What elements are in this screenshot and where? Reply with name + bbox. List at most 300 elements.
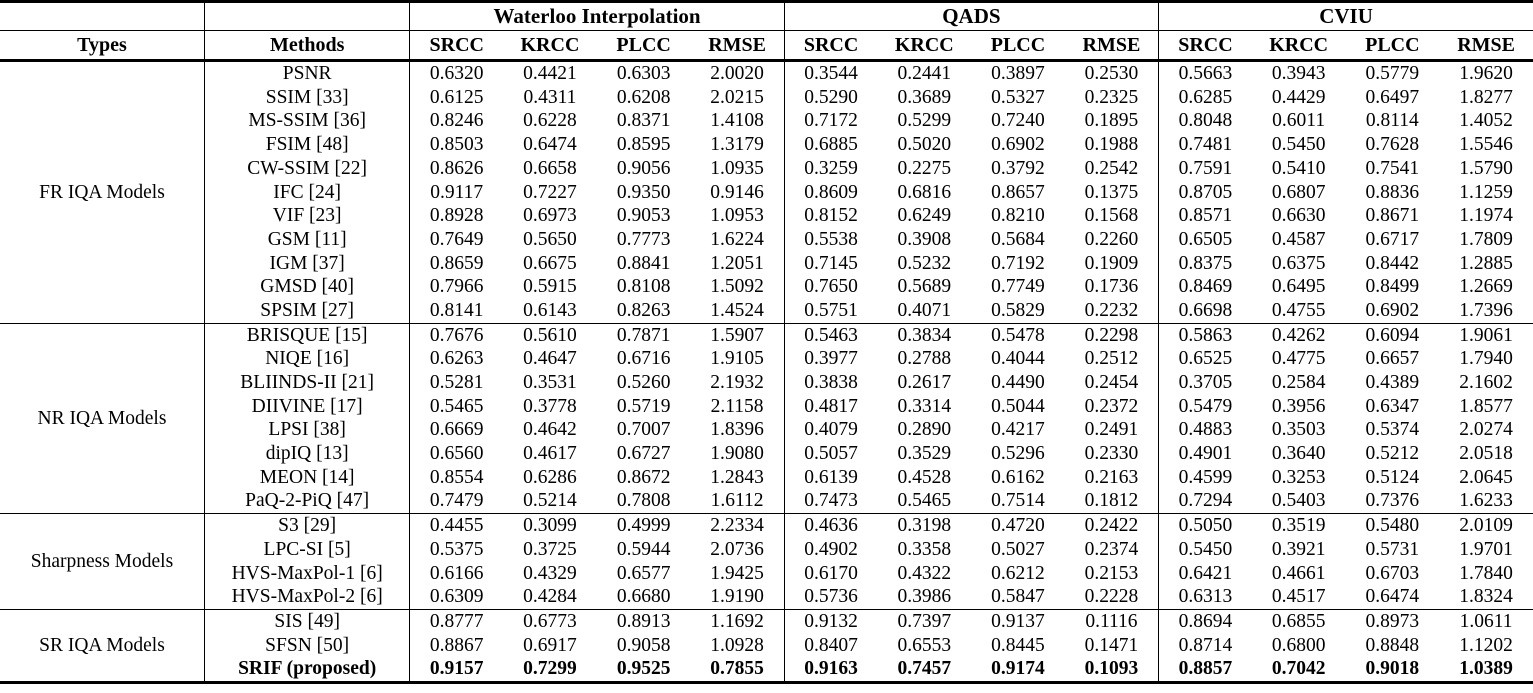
metric-value-cell: 0.5027 xyxy=(991,538,1045,560)
metric-value-cell: 0.6716 xyxy=(616,348,671,370)
metric-value-cell: 0.6698 xyxy=(1178,299,1233,321)
metric-value-cell: 0.3253 xyxy=(1271,466,1326,488)
metric-value-cell: 0.6125 xyxy=(429,86,484,108)
metric-value-cell: 0.7650 xyxy=(804,276,858,298)
metric-value-cell: 0.6885 xyxy=(804,134,858,156)
metric-value-cell: 0.6228 xyxy=(523,110,577,132)
table-row xyxy=(0,109,1533,133)
table-row xyxy=(0,86,1533,110)
metric-value-cell: 1.4524 xyxy=(691,299,785,323)
metric-value-cell: 0.3792 xyxy=(991,157,1045,179)
metric-value-cell: 0.8714 xyxy=(1178,634,1233,656)
metric-value-cell: 1.1974 xyxy=(1459,205,1513,227)
metric-value-cell: 0.1812 xyxy=(1065,489,1159,513)
metric-value-cell: 0.5465 xyxy=(429,395,484,417)
method-name-cell: S3 [29] xyxy=(204,514,409,538)
method-name-cell: SSIM [33] xyxy=(204,86,409,110)
metric-value-cell: 0.8469 xyxy=(1178,276,1233,298)
metric-value-cell: 0.3099 xyxy=(523,515,577,537)
table-row xyxy=(0,133,1533,157)
metric-value-cell: 0.7457 xyxy=(897,658,952,680)
metric-value-cell: 0.4429 xyxy=(1271,86,1326,108)
table-row xyxy=(0,395,1533,419)
metric-value-cell: 0.4661 xyxy=(1271,562,1326,584)
metric-value-cell: 0.3977 xyxy=(804,348,858,370)
metric-value-cell: 0.6309 xyxy=(429,586,484,608)
metric-value-cell: 1.9105 xyxy=(691,347,785,371)
metric-value-cell: 0.4389 xyxy=(1365,372,1420,394)
metric-value-cell: 2.0109 xyxy=(1459,515,1513,537)
table-row xyxy=(0,61,1533,86)
metric-value-cell: 2.1932 xyxy=(691,371,785,395)
method-name-cell: dipIQ [13] xyxy=(204,442,409,466)
method-name-cell: MS-SSIM [36] xyxy=(204,109,409,133)
metric-value-cell: 0.3908 xyxy=(897,228,952,250)
metric-value-cell: 1.1692 xyxy=(691,609,785,633)
method-name-cell: FSIM [48] xyxy=(204,133,409,157)
metric-value-cell: 0.4642 xyxy=(523,419,577,441)
metric-value-cell: 0.5232 xyxy=(897,252,952,274)
metric-value-cell: 0.2530 xyxy=(1065,61,1159,86)
metric-value-cell: 0.6286 xyxy=(523,466,577,488)
metric-value-cell: 0.5829 xyxy=(991,299,1045,321)
metric-value-cell: 0.8836 xyxy=(1365,181,1420,203)
metric-value-cell: 0.8503 xyxy=(429,134,484,156)
metric-value-cell: 1.8396 xyxy=(691,418,785,442)
metric-value-cell: 0.3198 xyxy=(897,515,952,537)
metric-value-cell: 0.2422 xyxy=(1065,514,1159,538)
column-header-qads-plcc: PLCC xyxy=(990,34,1046,56)
metric-value-cell: 0.5751 xyxy=(804,299,858,321)
metric-value-cell: 0.6816 xyxy=(897,181,952,203)
metric-value-cell: 1.4052 xyxy=(1459,110,1513,132)
metric-value-cell: 0.6143 xyxy=(523,299,577,321)
metric-value-cell: 0.3705 xyxy=(1178,372,1233,394)
metric-value-cell: 1.5907 xyxy=(691,323,785,347)
metric-value-cell: 0.4901 xyxy=(1178,443,1233,465)
method-name-cell: DIIVINE [17] xyxy=(204,395,409,419)
metric-value-cell: 0.3358 xyxy=(897,538,952,560)
metric-value-cell: 0.3943 xyxy=(1271,63,1326,85)
metric-value-cell: 0.6727 xyxy=(616,443,671,465)
metric-value-cell: 0.5944 xyxy=(616,538,671,560)
metric-value-cell: 0.4071 xyxy=(897,299,952,321)
metric-value-cell: 0.7479 xyxy=(429,490,484,512)
metric-value-cell: 0.5736 xyxy=(804,586,858,608)
metric-value-cell: 1.7809 xyxy=(1459,228,1513,250)
metric-header-row xyxy=(0,31,1533,61)
metric-value-cell: 0.2512 xyxy=(1065,347,1159,371)
metric-value-cell: 0.1909 xyxy=(1065,252,1159,276)
metric-value-cell: 0.4455 xyxy=(429,515,484,537)
metric-value-cell: 0.7855 xyxy=(691,657,785,682)
metric-value-cell: 0.1988 xyxy=(1065,133,1159,157)
metric-value-cell: 0.9053 xyxy=(616,205,671,227)
metric-value-cell: 0.4599 xyxy=(1178,466,1233,488)
metric-value-cell: 0.6773 xyxy=(523,610,577,632)
metric-value-cell: 0.8609 xyxy=(804,181,858,203)
metric-value-cell: 0.7871 xyxy=(616,324,671,346)
metric-value-cell: 0.8571 xyxy=(1178,205,1233,227)
metric-value-cell: 0.6669 xyxy=(429,419,484,441)
metric-value-cell: 2.0645 xyxy=(1459,466,1513,488)
metric-value-cell: 0.8659 xyxy=(429,252,484,274)
metric-value-cell: 0.3519 xyxy=(1271,515,1326,537)
column-header-cviu-rmse: RMSE xyxy=(1457,34,1515,56)
metric-value-cell: 0.9058 xyxy=(616,634,671,656)
metric-value-cell: 0.7541 xyxy=(1365,157,1420,179)
metric-value-cell: 0.6166 xyxy=(429,562,484,584)
metric-value-cell: 0.5684 xyxy=(991,228,1045,250)
metric-value-cell: 0.5212 xyxy=(1365,443,1420,465)
metric-value-cell: 0.7192 xyxy=(991,252,1045,274)
metric-value-cell: 0.4262 xyxy=(1271,324,1326,346)
metric-value-cell: 1.7396 xyxy=(1459,299,1513,321)
metric-value-cell: 0.7649 xyxy=(429,228,484,250)
metric-value-cell: 0.4720 xyxy=(991,515,1045,537)
table-row xyxy=(0,228,1533,252)
metric-value-cell: 0.5450 xyxy=(1178,538,1233,560)
method-name-cell: SIS [49] xyxy=(204,609,409,633)
metric-value-cell: 0.5731 xyxy=(1365,538,1420,560)
metric-value-cell: 2.0020 xyxy=(691,61,785,86)
metric-value-cell: 1.8277 xyxy=(1459,86,1513,108)
column-header-cviu-krcc: KRCC xyxy=(1269,34,1329,56)
metric-value-cell: 0.5480 xyxy=(1365,515,1420,537)
metric-value-cell: 0.1093 xyxy=(1065,657,1159,682)
metric-value-cell: 0.5465 xyxy=(897,490,952,512)
metric-value-cell: 0.6170 xyxy=(804,562,858,584)
metric-value-cell: 0.7473 xyxy=(804,490,858,512)
metric-value-cell: 0.3259 xyxy=(804,157,858,179)
metric-value-cell: 0.4883 xyxy=(1178,419,1233,441)
table-row xyxy=(0,634,1533,658)
table-row xyxy=(0,561,1533,585)
metric-value-cell: 0.4044 xyxy=(991,348,1045,370)
metric-value-cell: 0.7172 xyxy=(804,110,858,132)
metric-value-cell: 0.7749 xyxy=(991,276,1045,298)
metric-value-cell: 0.4079 xyxy=(804,419,858,441)
metric-value-cell: 0.9117 xyxy=(430,181,484,203)
metric-value-cell: 0.6375 xyxy=(1271,252,1326,274)
metric-value-cell: 1.9190 xyxy=(691,585,785,609)
metric-value-cell: 0.8857 xyxy=(1178,658,1233,680)
metric-value-cell: 0.7628 xyxy=(1365,134,1420,156)
metric-value-cell: 0.8210 xyxy=(991,205,1045,227)
metric-value-cell: 0.2491 xyxy=(1065,418,1159,442)
metric-value-cell: 0.6630 xyxy=(1271,205,1326,227)
metric-value-cell: 0.8671 xyxy=(1365,205,1420,227)
metric-value-cell: 0.2330 xyxy=(1065,442,1159,466)
metric-value-cell: 1.9701 xyxy=(1459,538,1513,560)
metric-value-cell: 0.8114 xyxy=(1365,110,1419,132)
metric-value-cell: 0.4999 xyxy=(616,515,671,537)
metric-value-cell: 0.2163 xyxy=(1065,466,1159,490)
metric-value-cell: 1.2669 xyxy=(1459,276,1513,298)
metric-value-cell: 0.6212 xyxy=(991,562,1045,584)
metric-value-cell: 0.8499 xyxy=(1365,276,1420,298)
metric-value-cell: 0.8913 xyxy=(616,610,671,632)
metric-value-cell: 1.5546 xyxy=(1459,134,1513,156)
method-name-cell: HVS-MaxPol-1 [6] xyxy=(204,561,409,585)
dataset-header-waterloo: Waterloo Interpolation xyxy=(410,2,784,31)
metric-value-cell: 0.3531 xyxy=(523,372,577,394)
metric-value-cell: 1.0389 xyxy=(1459,658,1513,680)
metric-value-cell: 0.3834 xyxy=(897,324,952,346)
metric-value-cell: 0.7240 xyxy=(991,110,1045,132)
metric-value-cell: 0.5479 xyxy=(1178,395,1233,417)
metric-value-cell: 0.6303 xyxy=(616,63,671,85)
row-group-type-label: FR IQA Models xyxy=(0,61,204,324)
metric-value-cell: 0.8371 xyxy=(616,110,671,132)
metric-value-cell: 1.0928 xyxy=(691,634,785,658)
metric-value-cell: 1.2885 xyxy=(1459,252,1513,274)
metric-value-cell: 0.8672 xyxy=(616,466,671,488)
metric-value-cell: 0.5299 xyxy=(897,110,952,132)
metric-value-cell: 1.9620 xyxy=(1459,63,1513,85)
metric-value-cell: 0.6208 xyxy=(616,86,671,108)
table-row xyxy=(0,157,1533,181)
metric-value-cell: 0.8375 xyxy=(1178,252,1233,274)
method-name-cell: CW-SSIM [22] xyxy=(204,157,409,181)
metric-value-cell: 0.6917 xyxy=(523,634,577,656)
metric-value-cell: 0.7145 xyxy=(804,252,858,274)
metric-value-cell: 0.7042 xyxy=(1271,658,1326,680)
metric-value-cell: 0.7481 xyxy=(1178,134,1233,156)
metric-value-cell: 1.2051 xyxy=(691,252,785,276)
metric-value-cell: 2.0518 xyxy=(1459,443,1513,465)
metric-value-cell: 0.5281 xyxy=(429,372,484,394)
metric-value-cell: 1.4108 xyxy=(691,109,785,133)
metric-value-cell: 0.6800 xyxy=(1271,634,1326,656)
metric-value-cell: 0.9018 xyxy=(1365,658,1420,680)
metric-value-cell: 0.8777 xyxy=(429,610,484,632)
metric-value-cell: 0.5044 xyxy=(991,395,1045,417)
dataset-header-qads: QADS xyxy=(784,2,1158,31)
metric-value-cell: 0.8407 xyxy=(804,634,858,656)
metric-value-cell: 1.8324 xyxy=(1459,586,1513,608)
metric-value-cell: 0.5327 xyxy=(991,86,1045,108)
table-row xyxy=(0,609,1533,633)
metric-value-cell: 0.1568 xyxy=(1065,204,1159,228)
metric-value-cell: 0.3897 xyxy=(991,63,1045,85)
method-name-cell: BLIINDS-II [21] xyxy=(204,371,409,395)
metric-value-cell: 0.6577 xyxy=(616,562,671,584)
metric-value-cell: 0.6560 xyxy=(429,443,484,465)
metric-value-cell: 0.6474 xyxy=(1365,586,1420,608)
metric-value-cell: 0.3921 xyxy=(1271,538,1326,560)
column-header-wi-srcc: SRCC xyxy=(429,34,484,56)
row-group-type-label: NR IQA Models xyxy=(0,323,204,514)
metric-value-cell: 0.8595 xyxy=(616,134,671,156)
metric-value-cell: 0.5663 xyxy=(1178,63,1233,85)
metric-value-cell: 0.5689 xyxy=(897,276,952,298)
method-name-cell: GMSD [40] xyxy=(204,275,409,299)
metric-value-cell: 0.6497 xyxy=(1365,86,1420,108)
metric-value-cell: 0.4311 xyxy=(523,86,577,108)
metric-value-cell: 0.9525 xyxy=(616,658,671,680)
metric-value-cell: 0.2890 xyxy=(897,419,952,441)
metric-value-cell: 0.1471 xyxy=(1065,634,1159,658)
metric-value-cell: 0.8554 xyxy=(429,466,484,488)
metric-value-cell: 0.5375 xyxy=(429,538,484,560)
metric-value-cell: 0.2542 xyxy=(1065,157,1159,181)
method-name-cell: IFC [24] xyxy=(204,180,409,204)
metric-value-cell: 0.7676 xyxy=(429,324,484,346)
method-name-cell: BRISQUE [15] xyxy=(204,323,409,347)
metric-value-cell: 0.8848 xyxy=(1365,634,1420,656)
metric-value-cell: 0.2374 xyxy=(1065,538,1159,562)
metric-value-cell: 0.9137 xyxy=(991,610,1045,632)
metric-value-cell: 0.5463 xyxy=(804,324,858,346)
metric-value-cell: 0.8108 xyxy=(616,276,671,298)
metric-value-cell: 0.5020 xyxy=(897,134,952,156)
metric-value-cell: 1.9080 xyxy=(691,442,785,466)
metric-value-cell: 0.4421 xyxy=(523,63,577,85)
metric-value-cell: 0.6973 xyxy=(523,205,577,227)
metric-value-cell: 0.5650 xyxy=(523,228,577,250)
metric-value-cell: 0.6313 xyxy=(1178,586,1233,608)
metric-value-cell: 0.2617 xyxy=(897,372,952,394)
table-row xyxy=(0,371,1533,395)
method-name-cell: IGM [37] xyxy=(204,252,409,276)
metric-value-cell: 0.6320 xyxy=(429,63,484,85)
metric-value-cell: 0.4587 xyxy=(1271,228,1326,250)
metric-value-cell: 0.5374 xyxy=(1365,419,1420,441)
metric-value-cell: 0.4647 xyxy=(523,348,577,370)
metric-value-cell: 0.6680 xyxy=(616,586,671,608)
table-row xyxy=(0,585,1533,609)
metric-value-cell: 2.1602 xyxy=(1459,372,1513,394)
metric-value-cell: 0.1375 xyxy=(1065,180,1159,204)
metric-value-cell: 1.6233 xyxy=(1459,490,1513,512)
metric-value-cell: 2.0215 xyxy=(691,86,785,110)
header-blank-types xyxy=(0,2,204,31)
metric-value-cell: 0.2325 xyxy=(1065,86,1159,110)
metric-value-cell: 0.2441 xyxy=(897,63,952,85)
method-name-cell: GSM [11] xyxy=(204,228,409,252)
metric-value-cell: 2.0736 xyxy=(691,538,785,562)
metric-value-cell: 0.6474 xyxy=(523,134,577,156)
metric-value-cell: 0.3544 xyxy=(804,63,858,85)
metric-value-cell: 0.5863 xyxy=(1178,324,1233,346)
metric-value-cell: 0.7376 xyxy=(1365,490,1420,512)
metric-value-cell: 1.7840 xyxy=(1459,562,1513,584)
metric-value-cell: 1.6224 xyxy=(691,228,785,252)
metric-value-cell: 0.6658 xyxy=(523,157,577,179)
metric-value-cell: 0.4517 xyxy=(1271,586,1326,608)
metric-value-cell: 0.7514 xyxy=(991,490,1045,512)
metric-value-cell: 0.7294 xyxy=(1178,490,1233,512)
table-row xyxy=(0,180,1533,204)
table-row xyxy=(0,538,1533,562)
metric-value-cell: 0.5915 xyxy=(523,276,577,298)
metric-value-cell: 0.6285 xyxy=(1178,86,1233,108)
metric-value-cell: 0.1736 xyxy=(1065,275,1159,299)
metric-value-cell: 1.0935 xyxy=(691,157,785,181)
method-name-cell: HVS-MaxPol-2 [6] xyxy=(204,585,409,609)
column-header-qads-rmse: RMSE xyxy=(1065,31,1159,61)
metric-value-cell: 0.8973 xyxy=(1365,610,1420,632)
metric-value-cell: 0.8246 xyxy=(429,110,484,132)
table-row xyxy=(0,252,1533,276)
metric-value-cell: 1.8577 xyxy=(1459,395,1513,417)
metric-value-cell: 0.2275 xyxy=(897,157,952,179)
metric-value-cell: 0.5296 xyxy=(991,443,1045,465)
column-header-methods: Methods xyxy=(204,31,409,61)
method-name-cell: LPSI [38] xyxy=(204,418,409,442)
metric-value-cell: 0.9056 xyxy=(616,157,671,179)
metric-value-cell: 0.6902 xyxy=(991,134,1045,156)
metric-value-cell: 0.3314 xyxy=(897,395,952,417)
method-name-cell: SFSN [50] xyxy=(204,634,409,658)
column-header-wi-krcc: KRCC xyxy=(520,34,580,56)
metric-value-cell: 0.4528 xyxy=(897,466,952,488)
metric-value-cell: 0.4902 xyxy=(804,538,858,560)
metric-value-cell: 0.5260 xyxy=(616,372,671,394)
metric-value-cell: 1.9061 xyxy=(1459,324,1513,346)
metric-value-cell: 0.8048 xyxy=(1178,110,1233,132)
metric-value-cell: 0.6717 xyxy=(1365,228,1420,250)
metric-value-cell: 0.8442 xyxy=(1365,252,1420,274)
header-blank-methods xyxy=(204,2,409,31)
metric-value-cell: 0.2260 xyxy=(1065,228,1159,252)
metric-value-cell: 0.2788 xyxy=(897,348,952,370)
metric-value-cell: 0.3640 xyxy=(1271,443,1326,465)
metric-value-cell: 0.9132 xyxy=(804,610,858,632)
metric-value-cell: 0.5050 xyxy=(1178,515,1233,537)
column-header-wi-plcc: PLCC xyxy=(616,34,671,56)
table-row xyxy=(0,323,1533,347)
table-row xyxy=(0,275,1533,299)
metric-value-cell: 0.3838 xyxy=(804,372,858,394)
metric-value-cell: 0.6495 xyxy=(1271,276,1326,298)
metric-value-cell: 0.7591 xyxy=(1178,157,1233,179)
metric-value-cell: 0.9350 xyxy=(616,181,671,203)
method-name-cell: NIQE [16] xyxy=(204,347,409,371)
table-header xyxy=(0,2,1533,61)
metric-value-cell: 0.6011 xyxy=(1272,110,1326,132)
metric-value-cell: 0.3503 xyxy=(1271,419,1326,441)
metric-value-cell: 0.9146 xyxy=(691,180,785,204)
metric-value-cell: 0.7007 xyxy=(616,419,671,441)
table-row xyxy=(0,514,1533,538)
metric-value-cell: 0.5610 xyxy=(523,324,577,346)
metric-value-cell: 0.2232 xyxy=(1065,299,1159,323)
table-row xyxy=(0,442,1533,466)
metric-value-cell: 1.1259 xyxy=(1459,181,1513,203)
column-header-wi-rmse: RMSE xyxy=(691,31,785,61)
metric-value-cell: 0.4490 xyxy=(991,372,1045,394)
column-header-types: Types xyxy=(0,31,204,61)
metric-value-cell: 0.8445 xyxy=(991,634,1045,656)
metric-value-cell: 0.5779 xyxy=(1365,63,1420,85)
metric-value-cell: 0.6139 xyxy=(804,466,858,488)
metric-value-cell: 0.8694 xyxy=(1178,610,1233,632)
metric-value-cell: 0.7966 xyxy=(429,276,484,298)
table-row xyxy=(0,347,1533,371)
method-name-cell: PaQ-2-PiQ [47] xyxy=(204,489,409,513)
metric-value-cell: 0.3778 xyxy=(523,395,577,417)
metric-value-cell: 0.2153 xyxy=(1065,561,1159,585)
metric-value-cell: 0.5057 xyxy=(804,443,858,465)
metric-value-cell: 0.3986 xyxy=(897,586,952,608)
metric-value-cell: 0.6902 xyxy=(1365,299,1420,321)
metric-value-cell: 0.6657 xyxy=(1365,348,1420,370)
metric-value-cell: 0.8928 xyxy=(429,205,484,227)
metric-value-cell: 0.5410 xyxy=(1271,157,1326,179)
method-name-cell: PSNR xyxy=(204,61,409,86)
